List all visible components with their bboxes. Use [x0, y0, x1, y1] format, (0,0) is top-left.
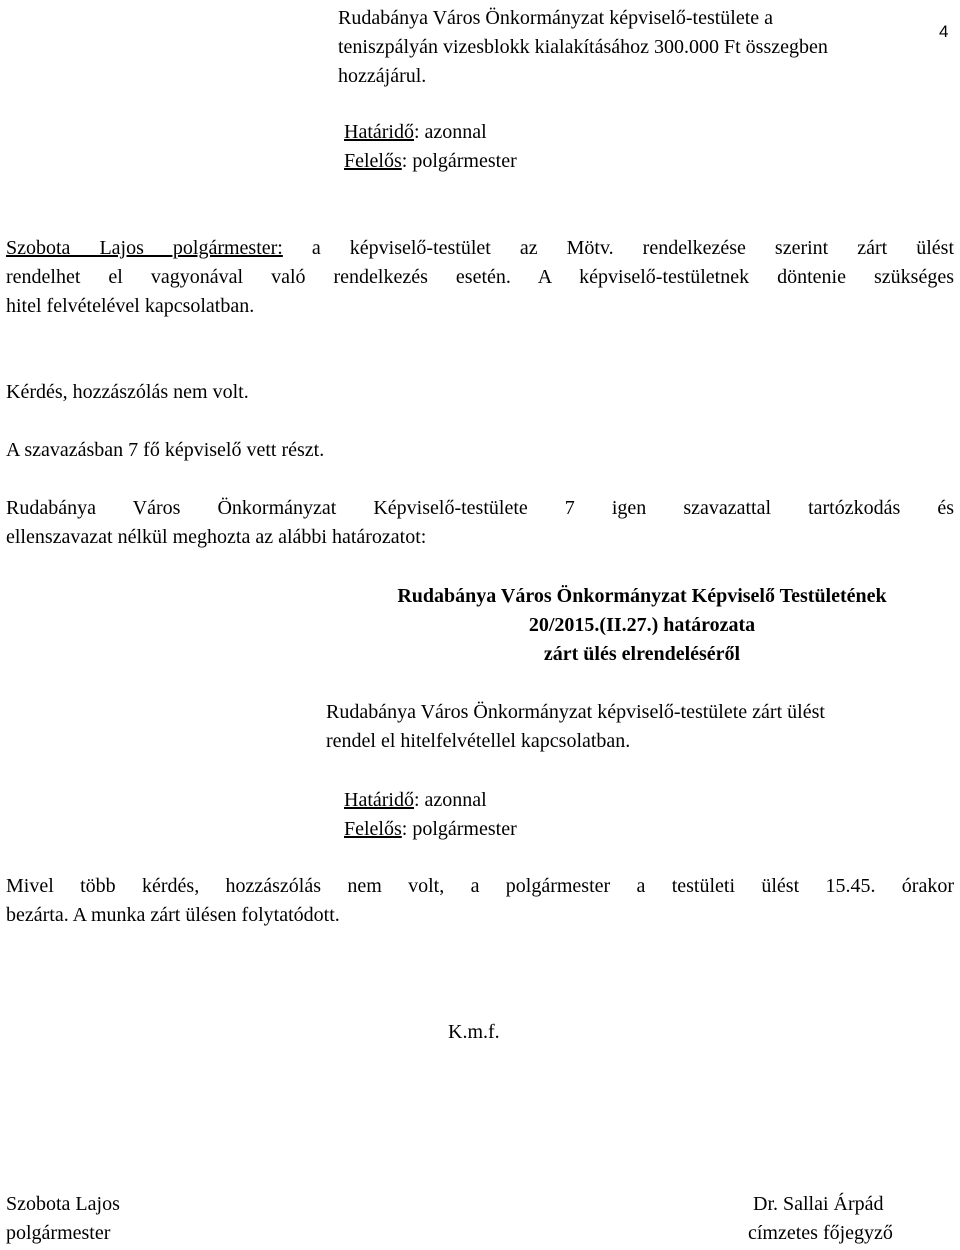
resolution-text-line: teniszpályán vizesblokk kialakításához 300.000 Ft összegben	[338, 36, 828, 58]
responsible-line-top	[344, 147, 517, 176]
responsible-label: Felelős	[344, 818, 402, 840]
resolution-heading-number: 20/2015.(II.27.) határozata	[528, 614, 756, 636]
resolution-body-line: rendel el hitelfelvétellel kapcsolatban.	[326, 730, 631, 752]
resolution-text-top	[338, 4, 958, 91]
deadline-line-resolution	[344, 786, 487, 815]
responsible-line-resolution	[344, 815, 517, 844]
responsible-value: : polgármester	[401, 150, 517, 172]
responsible-value: : polgármester	[401, 818, 517, 840]
deadline-label: Határidő	[344, 789, 414, 811]
resolution-heading-title: Rudabánya Város Önkormányzat Képviselő Testületének	[397, 585, 887, 607]
deadline-line-top	[344, 118, 487, 147]
vote-result-line: Rudabánya Város Önkormányzat Képviselő-testülete 7 igen szavazattal tartózkodás és	[6, 497, 954, 519]
questions-text: Kérdés, hozzászólás nem volt.	[6, 381, 249, 403]
vote-result-line: ellenszavazat nélkül meghozta az alábbi határozatot:	[6, 526, 427, 548]
signature-left-title: polgármester	[6, 1222, 111, 1244]
signature-right-title: címzetes főjegyző	[748, 1222, 893, 1244]
signature-left	[6, 1190, 120, 1248]
deadline-value: : azonnal	[413, 789, 487, 811]
vote-participation: A szavazásban 7 fő képviselő vett részt.	[6, 439, 325, 461]
mayor-statement-line: hitel felvételével kapcsolatban.	[6, 295, 255, 317]
deadline-label: Határidő	[344, 121, 414, 143]
closing-text	[6, 872, 954, 930]
mayor-statement-line: rendelhet el vagyonával való rendelkezés esetén. A képviselő-testületnek döntenie szükséges	[6, 266, 954, 288]
resolution-heading-subject: zárt ülés elrendeléséről	[543, 643, 741, 665]
resolution-text-line: Rudabánya Város Önkormányzat képviselő-testülete a	[338, 7, 774, 29]
signature-right	[748, 1190, 893, 1248]
speaker-name: Szobota Lajos polgármester:	[6, 237, 283, 259]
page-number: 4	[939, 22, 949, 41]
kmf-mark: K.m.f.	[448, 1021, 500, 1043]
closing-line: Mivel több kérdés, hozzászólás nem volt, a polgármester a testületi ülést 15.45. órakor	[6, 875, 954, 897]
resolution-text-line: hozzájárul.	[338, 65, 427, 87]
closing-line: bezárta. A munka zárt ülésen folytatódott.	[6, 904, 340, 926]
mayor-statement-line: Szobota Lajos polgármester: a képviselő-testület az Mötv. rendelkezése szerint zárt ülést	[6, 237, 954, 259]
signature-right-name: Dr. Sallai Árpád	[753, 1193, 884, 1215]
deadline-value: : azonnal	[413, 121, 487, 143]
mayor-statement	[6, 234, 954, 321]
vote-result	[6, 494, 954, 552]
responsible-label: Felelős	[344, 150, 402, 172]
resolution-body	[326, 698, 958, 756]
resolution-body-line: Rudabánya Város Önkormányzat képviselő-testülete zárt ülést	[326, 701, 825, 723]
resolution-heading	[322, 582, 960, 669]
signature-left-name: Szobota Lajos	[6, 1193, 120, 1215]
